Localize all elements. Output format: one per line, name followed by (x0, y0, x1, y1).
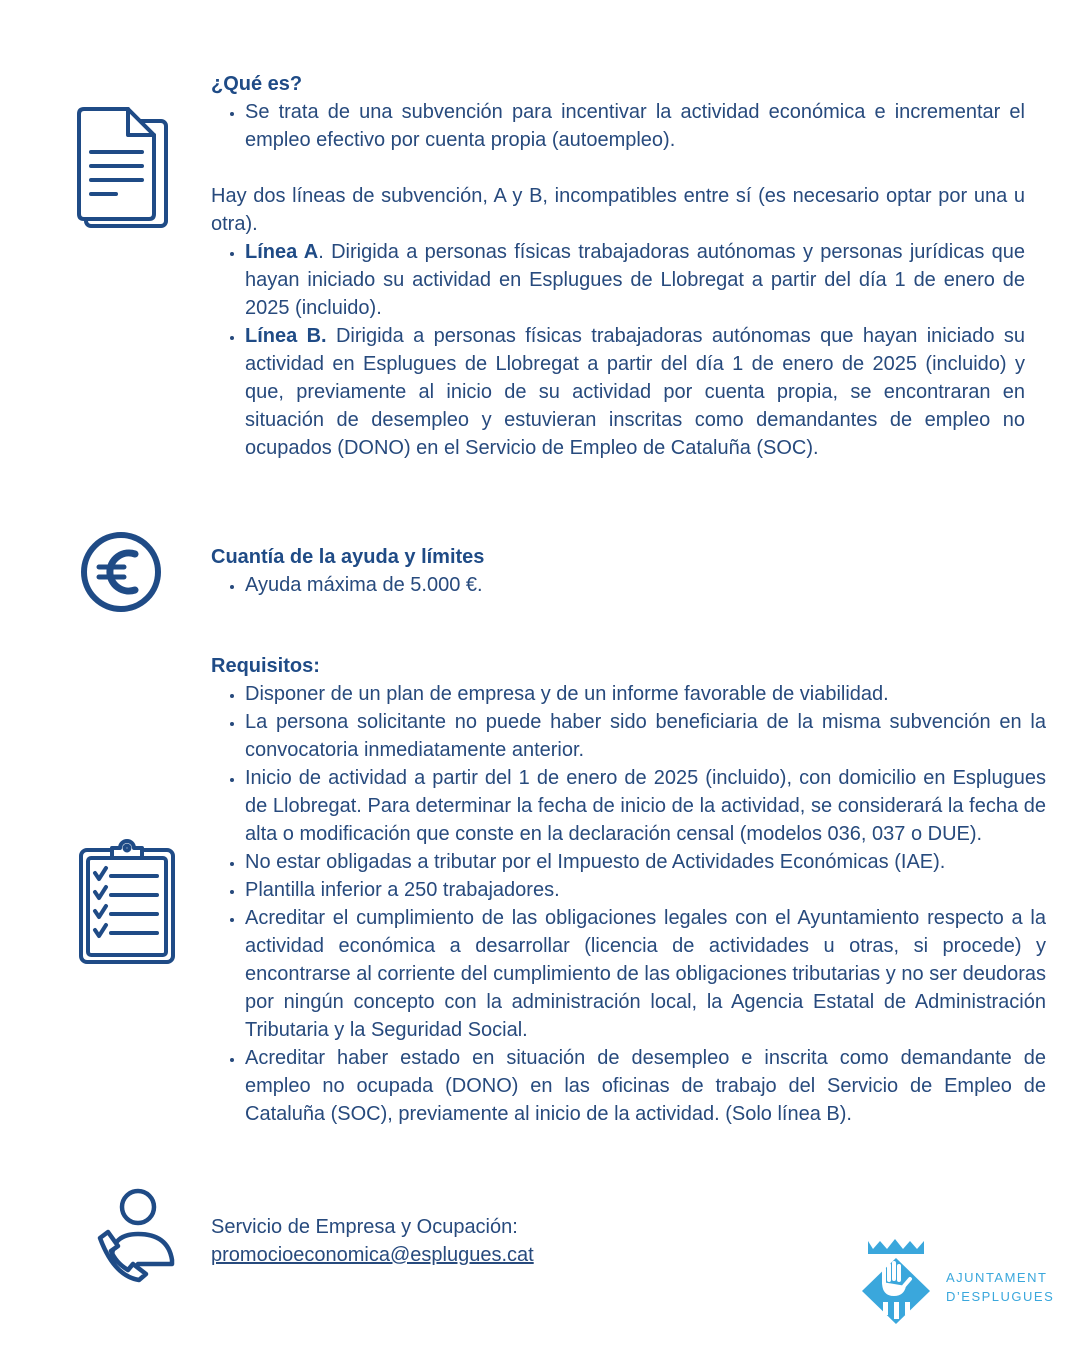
lineas-list (211, 238, 1025, 462)
list-item: • Inicio de actividad a partir del 1 de enero de 2025 (incluido), con domicilio en Esplugues de Llobregat. Para determinar la fecha de inicio de la actividad, se considerará la fecha de alta o modificación que conste en la declaración censal (modelos 036, 037 o DUE). (245, 764, 1046, 848)
clipboard-checklist-icon (78, 838, 176, 966)
logo-line-1: AJUNTAMENT (946, 1270, 1048, 1285)
person-phone-icon (94, 1188, 178, 1284)
bullet-list (211, 98, 1025, 154)
list-item: • Disponer de un plan de empresa y de un informe favorable de viabilidad. (245, 680, 1046, 708)
linea-a-item (245, 238, 1025, 322)
section-title: Cuantía de la ayuda y límites (211, 546, 485, 568)
intro-paragraph: Hay dos líneas de subvención, A y B, incompatibles entre sí (es necesario optar por una u otra). (211, 185, 1025, 235)
list-item: • Se trata de una subvención para incentivar la actividad económica e incrementar el empleo efectivo por cuenta propia (autoempleo). (245, 98, 1025, 154)
section-cuantia (211, 543, 1025, 599)
list-item: • Acreditar el cumplimiento de las obligaciones legales con el Ayuntamiento respecto a la actividad económica a desarrollar (licencia de actividades u otras, si procede) y encontrarse al corriente del cumplimiento de las obligaciones tributarias y no ser deudoras por ningún concepto con la administración local, la Agencia Estatal de Administración Tributaria y la Seguridad Social. (245, 904, 1046, 1044)
ajuntament-logo-icon (858, 1236, 938, 1326)
linea-a-text: . Dirigida a personas físicas trabajadoras autónomas y personas jurídicas que hayan iniciado su actividad en Esplugues de Llobregat a partir del día 1 de enero de 2025 (incluido). (245, 241, 1025, 319)
contact-service-label: Servicio de Empresa y Ocupación: (211, 1216, 518, 1238)
requisitos-list (211, 680, 1046, 1128)
section-title: Requisitos: (211, 655, 320, 677)
linea-b-item (245, 322, 1025, 462)
contact-block (211, 1213, 711, 1269)
section-requisitos (211, 652, 1046, 1128)
linea-a-label: Línea A (245, 241, 319, 263)
euro-icon (79, 530, 163, 614)
list-item: • La persona solicitante no puede haber sido beneficiaria de la misma subvención en la convocatoria inmediatamente anterior. (245, 708, 1046, 764)
section-que-es (211, 70, 1025, 462)
list-item: • No estar obligadas a tributar por el Impuesto de Actividades Económicas (IAE). (245, 848, 1046, 876)
document-icon (74, 106, 170, 230)
bullet-list (211, 571, 1025, 599)
list-item: • Ayuda máxima de 5.000 €. (245, 571, 1025, 599)
list-item: • Acreditar haber estado en situación de desempleo e inscrita como demandante de empleo no ocupada (DONO) en las oficinas de trabajo del Servicio de Empleo de Cataluña (SOC), previamente al inicio de la actividad. (Solo línea B). (245, 1044, 1046, 1128)
logo-line-2: D’ESPLUGUES (946, 1289, 1055, 1304)
linea-b-label: Línea B. (245, 325, 327, 347)
section-title: ¿Qué es? (211, 73, 303, 95)
list-item: • Plantilla inferior a 250 trabajadores. (245, 876, 1046, 904)
linea-b-text: Dirigida a personas físicas trabajadoras autónomas que hayan iniciado su actividad en Esplugues de Llobregat a partir del día 1 de enero de 2025 (incluido) y que, previamente al inicio de su actividad por cuenta propia, se encontraran en situación de desempleo y estuvieran inscritas como demandantes de empleo no ocupados (DONO) en el Servicio de Empleo de Cataluña (SOC). (245, 325, 1026, 459)
ajuntament-logo-text (946, 1268, 1054, 1306)
contact-email-link[interactable]: promocioeconomica@esplugues.cat (211, 1244, 534, 1266)
